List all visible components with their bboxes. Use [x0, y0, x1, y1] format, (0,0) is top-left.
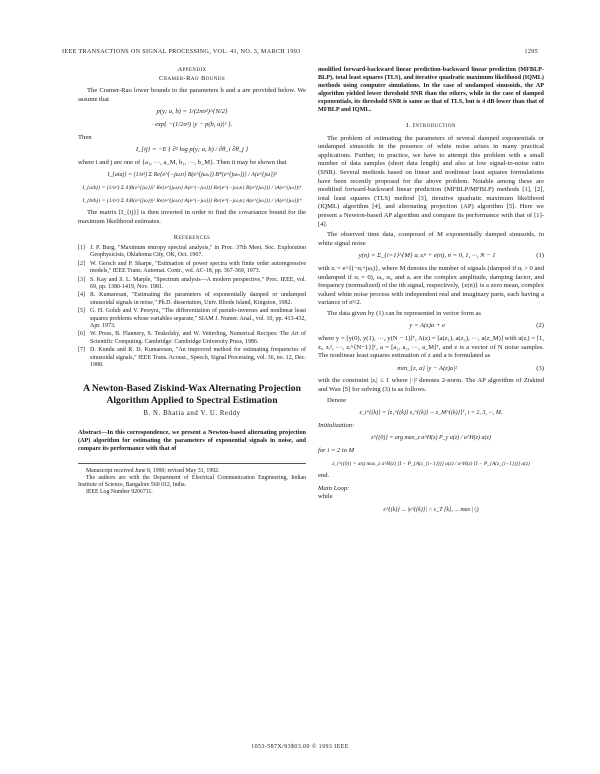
footnote-log-number: IEEE Log Number 9206711. — [86, 489, 153, 495]
reference-text: D. Kundu and R. D. Kumaresan, "An improved method for estimating frequencies of sinusoidal signals," IEEE Trans. Acoust., Speech, Signal Processing, vol. 36, no. 12, Dec. 1988. — [90, 347, 306, 368]
reference-item — [78, 292, 306, 307]
section-introduction-title: I. Introduction — [406, 122, 456, 129]
end-label: end. — [318, 472, 330, 480]
equation-min-body: min_{z, a} |y − A(z)a|² — [397, 364, 457, 372]
reference-item — [78, 245, 306, 260]
reference-text: W. Gersch and P. Sharpe, "Estimation of power spectra with finite order autoregressive models," IEEE Trans. Automat. Contr., vol. AC-18, pp. 367-369, 1973. — [90, 260, 306, 275]
intro-paragraph-4: The data given by (1) can be represented in vector form as — [327, 309, 481, 317]
for-label: for i = 2 to M — [318, 447, 355, 454]
reference-text: G. H. Golub and V. Pereyra, "The differentiation of pseudo-inverses and nonlinear least squares problems whose variables separate," SIAM J. Numer. Anal., vol. 10, pp. 413-432, Apr. 1973. — [90, 308, 306, 329]
footnote-affiliation: The authors are with the Department of Electrical Communication Engineering, Indian Institute of Science, Bangalore 560 012, India. — [78, 475, 306, 488]
reference-number: [2] — [78, 260, 85, 267]
where-text: where i and j are one of {a₁, ···, a_M, b₁, ···, b_M}. Then it may be shown that — [78, 158, 287, 166]
main-loop-label: Main Loop: — [318, 484, 350, 492]
equation-signal-body: y(n) = Σ_{i=1}^{M} aᵢ zᵢⁿ + e(n), n = 0, 1, ···, N − 1 — [358, 252, 496, 260]
appendix-title: Appendix — [177, 66, 207, 73]
appendix-subtitle: Cramer-Rao Bounds — [158, 74, 226, 82]
intro-paragraph-3: with zᵢ = e^{(−αᵢ+jωᵢ)}, where M denotes the number of signals (damped if αᵢ > 0 and undamped if αᵢ = 0), ωᵢ, αᵢ, and aᵢ are the complex amplitude, damping factor, and frequency (normalized) of the ith signal, respectively, {e(n)} is a zero mean, complex valued white noise process with independent real and imaginary parts, each having a variance of σ²/2. — [318, 264, 544, 307]
article-title — [78, 383, 306, 406]
initialization-label: Initialization: — [318, 421, 355, 429]
equation-denote: z_i^{(k)} = [z₁^{(k)} z₂^{(k)} ··· z_M^{(k)}]ᵀ, i = 2, 3, ···, M. — [359, 410, 503, 417]
equation-iaa: I_{aiaj} = (1/σ²) Σ Re{e^{−jωᵢn} B(e^{jωₙ}) B*(e^{jωₙ})} / A(e^{jω})² — [107, 172, 277, 179]
equation-init: z^{(0)} = arg max_z a^H(z) P_y a(z) / a^H(z) a(z) — [371, 435, 491, 442]
then-label: Then — [78, 133, 92, 141]
running-header — [62, 48, 538, 60]
intro-paragraph-5: where y = [y(0), y(1), ···, y(N − 1)]ᵀ, A(z) = [a(z₁), a(z₂), ···, a(z_M)] with a(zᵢ) = [1, zᵢ, zᵢ², ···, zᵢ^{N−1}]ᵀ, a = [a₁, a₂, ···, a_M]ᵀ, and e is a vector of N noise samples. The nonlinear least squares estimation of z and a is formulated as — [318, 335, 544, 360]
equation-vector-form — [318, 322, 544, 331]
reference-text: R. Kumaresan, "Estimating the parameters of exponentially damped or undamped sinusoidal signals in noise," Ph.D. dissertation, Univ. Rhode Island, Kingston, 1982. — [90, 292, 306, 306]
reference-list — [78, 245, 306, 370]
reference-number: [1] — [78, 244, 85, 251]
references-title: References — [173, 234, 211, 242]
intro-paragraph-1: The problem of estimating the parameters of several damped exponentials or undamped sinusoids in the presence of white noise arises in many practical applications. Further, in practice, we have to attempt this problem with a small number of data samples (short data length) and also at low signal-to-noise ratio (SNR). Several methods based on linear and nonlinear least squares formulations have been recently proposed for the above problem. Notable among these are modified forward-backward linear prediction (MFBLP/MFBLP) methods [1], [2], total least squares (TLS) method [3], iterative quadratic maximum likelihood (IQML) algorithm [4], and alternating projection (AP) algorithm [5]. Here we present a Newton-based AP algorithm and compare its performance with that of [1]-[4]. — [318, 134, 544, 228]
appendix-closing: The matrix [I_{ij}] is then inverted in order to find the covariance bound for the maximum likelihood estimates. — [78, 209, 306, 225]
equation-number-3: (3) — [536, 364, 544, 372]
reference-text: S. Kay and S. L. Marple, "Spectrum analysis—A modern perspective," Proc. IEEE, vol. 69, pp. 1380-1419, Nov. 1981. — [90, 276, 306, 290]
reference-text: W. Press, B. Flannery, S. Teukolsky, and W. Vetterling, Numerical Recipes: The Art of Scientific Computing. Cambridge: Cambridge University Press, 1986. — [90, 331, 306, 345]
equation-likelihood-exp: · exp{ −(1/2σ²) |y − p(b, a)|² }. — [151, 120, 233, 128]
reference-number: [4] — [78, 292, 85, 299]
reference-item — [78, 308, 306, 330]
article-footnote — [78, 463, 306, 496]
reference-text: J. P. Burg, "Maximum entropy spectral analysis," in Proc. 37th Meet. Soc. Exploration Geophysicists, Oklahoma City, OK, Oct. 1967. — [90, 244, 306, 259]
appendix-intro: The Cramer-Rao lower bounds to the parameters b and a are provided below. We assume that — [78, 87, 306, 103]
article-title-line2: Algorithm Applied to Spectral Estimation — [106, 394, 278, 406]
equation-while: ε^{(k)} ... |ε^{(k)}| < ε_T [k], ... max |·|) — [383, 506, 479, 513]
equation-number-2: (2) — [536, 322, 544, 330]
reference-number: [7] — [78, 347, 85, 354]
while-label: while — [318, 493, 333, 501]
equation-iab: I_{aibj} = (1/σ²) Σ 4|B(e^{jω})|² Re{e^{jωᵢn} A(e^{−jω})} Re{e^{−jωⱼn} B(e^{jω})} / |A(e^{jω})|⁴ — [82, 184, 302, 191]
equation-for: z_i^{(0)} = arg max_z a^H(z) [I − P_{A(z_{i−1})}] a(z) / a^H(z) [I − P_{A(z_{i−1})}] a(z) — [332, 460, 530, 467]
equation-min — [318, 365, 544, 374]
article-abstract: Abstract—In this correspondence, we present a Newton-based alternating projection (AP) algorithm for estimating the parameters of exponential signals in noise, and compare its performance with that of — [78, 429, 306, 452]
journal-header: IEEE TRANSACTIONS ON SIGNAL PROCESSING, VOL. 41, NO. 3, MARCH 1993 — [62, 48, 301, 55]
intro-paragraph-6: with the constraint |zᵢ| ≤ 1 where |·|² denotes 2-norm. The AP algorithm of Ziskind and Wax [5] for solving (3) is as follows. — [318, 377, 544, 394]
copyright-footer: 1053-587X/93$03.00 © 1993 IEEE — [251, 744, 349, 750]
reference-item — [78, 347, 306, 369]
equation-vector-body: y = A(z)a + e — [409, 322, 445, 330]
reference-item — [78, 277, 306, 292]
right-column — [318, 66, 544, 519]
footnote-received: Manuscript received June 8, 1990; revised May 31, 1992. — [86, 468, 220, 474]
reference-item — [78, 261, 306, 276]
reference-number: [6] — [78, 331, 85, 338]
denote-label: Denote — [327, 396, 347, 404]
equation-ibb: I_{bibj} = (1/σ²) Σ 4|B(e^{jω})|² Re{e^{jωᵢn} A(e^{−jω})} Re{e^{−jωⱼn} A(e^{jω})} / |A(e^{jω})|⁴ — [82, 197, 302, 204]
equation-signal-model — [318, 252, 544, 261]
article-title-line1: A Newton-Based Ziskind-Wax Alternating Projection — [83, 383, 301, 395]
abstract-continuation: modified forward-backward linear prediction-backward linear prediction (MFBLP-BLP), total least squares (TLS), and iterative quadratic maximum likelihood (IQML) methods using computer simulations. In the case of undamped sinusoids, the AP algorithm yielded lower threshold SNR than the others, while in the case of damped exponentials, its threshold SNR is same as that of TLS, but is 4 dB lower than that of MFBLP and IQML. — [318, 66, 544, 113]
article-authors: B. N. Bhatia and V. U. Reddy — [143, 410, 241, 418]
left-column — [78, 66, 306, 496]
reference-item — [78, 331, 306, 346]
equation-number-1: (1) — [536, 252, 544, 260]
reference-number: [5] — [78, 308, 85, 315]
reference-number: [3] — [78, 276, 85, 283]
equation-likelihood: p(y; a, b) = 1/(2πσ²)^{N/2} — [156, 108, 228, 116]
page-number: 1295 — [524, 48, 538, 55]
equation-fisher: I_{ij} = −E { ∂² log p(y; a, b) / ∂θ_i ∂θ_j } — [135, 146, 249, 154]
intro-paragraph-2: The observed time data, composed of M exponentially damped sinusoids, in white signal noise — [318, 231, 544, 247]
